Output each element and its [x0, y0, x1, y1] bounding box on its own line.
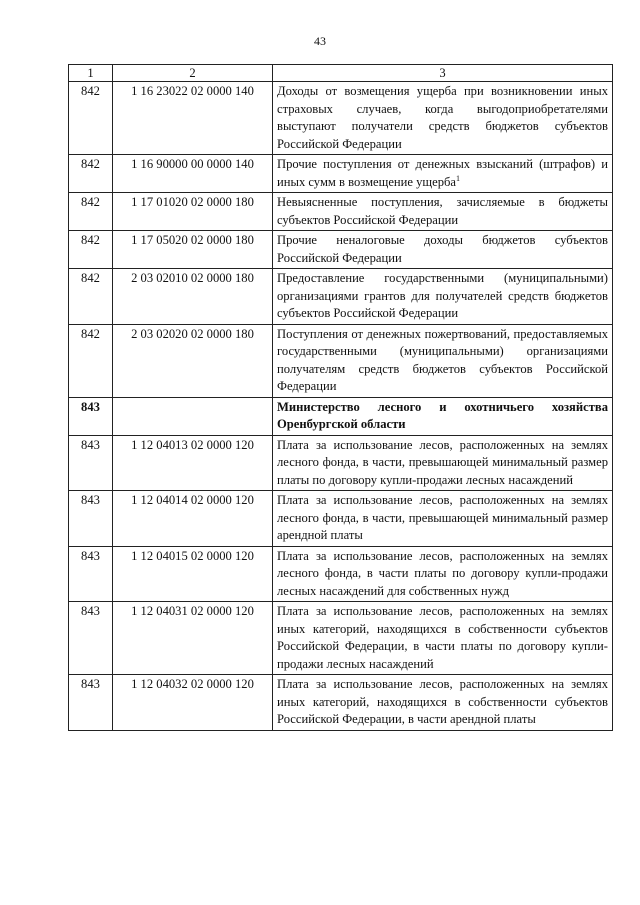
budget-code-cell: 1 16 23022 02 0000 140: [113, 82, 273, 155]
admin-code-cell: 842: [69, 231, 113, 269]
table-row: [69, 324, 613, 397]
budget-code-cell: 1 17 01020 02 0000 180: [113, 193, 273, 231]
revenue-description-text: Плата за использование лесов, расположенных на землях лесного фонда, в части, превышающей минимальный размер платы по договору купли-продажи лесных насаждений: [277, 437, 608, 487]
revenue-description-cell: [273, 397, 613, 435]
budget-code-cell: 1 12 04014 02 0000 120: [113, 491, 273, 547]
budget-code-cell: 2 03 02010 02 0000 180: [113, 269, 273, 325]
budget-code-cell: 1 12 04031 02 0000 120: [113, 602, 273, 675]
revenue-description-cell: [273, 193, 613, 231]
revenue-description-text: Плата за использование лесов, расположенных на землях лесного фонда, в части, превышающей минимальный размер арендной платы: [277, 493, 608, 542]
admin-code-cell: 843: [69, 435, 113, 491]
table-row: [69, 269, 613, 325]
revenue-description-cell: [273, 602, 613, 675]
revenue-description-text: Прочие поступления от денежных взысканий (штрафов) и иных сумм в возмещение ущерба: [277, 157, 608, 189]
revenue-description-text: Плата за использование лесов, расположенных на землях лесного фонда, в части платы по договору купли-продажи лесных насаждений для собственных нужд: [277, 548, 608, 598]
footnote-marker: 1: [456, 173, 461, 183]
admin-code-cell: 843: [69, 675, 113, 731]
table-row: [69, 82, 613, 155]
budget-code-cell: [113, 397, 273, 435]
revenue-description-text: Поступления от денежных пожертвований, предоставляемых государственными (муниципальными) организациями получателям средств бюджетов субъектов Российской Федерации: [277, 326, 608, 393]
table-row: [69, 675, 613, 731]
table-header-row: [69, 65, 613, 82]
admin-code-cell: 842: [69, 193, 113, 231]
revenue-description-cell: [273, 546, 613, 602]
page-number: 43: [314, 34, 326, 48]
admin-code-cell: 842: [69, 155, 113, 193]
header-col-3: 3: [273, 65, 613, 82]
revenue-description-cell: [273, 82, 613, 155]
revenue-description-text: Невыясненные поступления, зачисляемые в бюджеты субъектов Российской Федерации: [277, 195, 608, 227]
revenue-description-text: Прочие неналоговые доходы бюджетов субъектов Российской Федерации: [277, 233, 608, 265]
table-row: [69, 193, 613, 231]
revenue-description-text: Доходы от возмещения ущерба при возникновении иных страховых случаев, когда выгодоприобретателями выступают получатели средств бюджетов субъектов Российской Федерации: [277, 84, 608, 151]
revenue-description-cell: [273, 269, 613, 325]
revenue-description-cell: [273, 435, 613, 491]
budget-code-cell: 1 12 04015 02 0000 120: [113, 546, 273, 602]
ministry-row: [69, 397, 613, 435]
admin-code-cell: 842: [69, 269, 113, 325]
budget-code-cell: 1 16 90000 00 0000 140: [113, 155, 273, 193]
admin-code-cell: 842: [69, 324, 113, 397]
revenue-description-cell: [273, 324, 613, 397]
table-row: [69, 435, 613, 491]
table-row: [69, 602, 613, 675]
table-row: [69, 231, 613, 269]
revenue-description-text: Плата за использование лесов, расположенных на землях иных категорий, находящихся в собственности субъектов Российской Федерации, в части платы по договору купли-продажи лесных насаждений: [277, 604, 608, 671]
revenue-description-text: Министерство лесного и охотничьего хозяйства Оренбургской области: [277, 399, 608, 431]
revenue-description-cell: [273, 231, 613, 269]
revenue-description-text: Предоставление государственными (муниципальными) организациями грантов для получателей средств бюджетов субъектов Российской Федерации: [277, 271, 608, 320]
budget-code-cell: 1 12 04032 02 0000 120: [113, 675, 273, 731]
header-col-1: 1: [69, 65, 113, 82]
budget-code-cell: 1 17 05020 02 0000 180: [113, 231, 273, 269]
revenue-description-cell: [273, 155, 613, 193]
revenue-description-cell: [273, 675, 613, 731]
budget-code-cell: 2 03 02020 02 0000 180: [113, 324, 273, 397]
admin-code-cell: 843: [69, 546, 113, 602]
budget-code-cell: 1 12 04013 02 0000 120: [113, 435, 273, 491]
admin-code-cell: 843: [69, 491, 113, 547]
admin-code-cell: 842: [69, 82, 113, 155]
revenue-description-cell: [273, 491, 613, 547]
budget-revenue-table: [68, 64, 613, 731]
table-row: [69, 155, 613, 193]
table-row: [69, 491, 613, 547]
admin-code-cell: 843: [69, 397, 113, 435]
admin-code-cell: 843: [69, 602, 113, 675]
table-row: [69, 546, 613, 602]
header-col-2: 2: [113, 65, 273, 82]
revenue-description-text: Плата за использование лесов, расположенных на землях иных категорий, находящихся в собственности субъектов Российской Федерации, в части арендной платы: [277, 677, 608, 726]
